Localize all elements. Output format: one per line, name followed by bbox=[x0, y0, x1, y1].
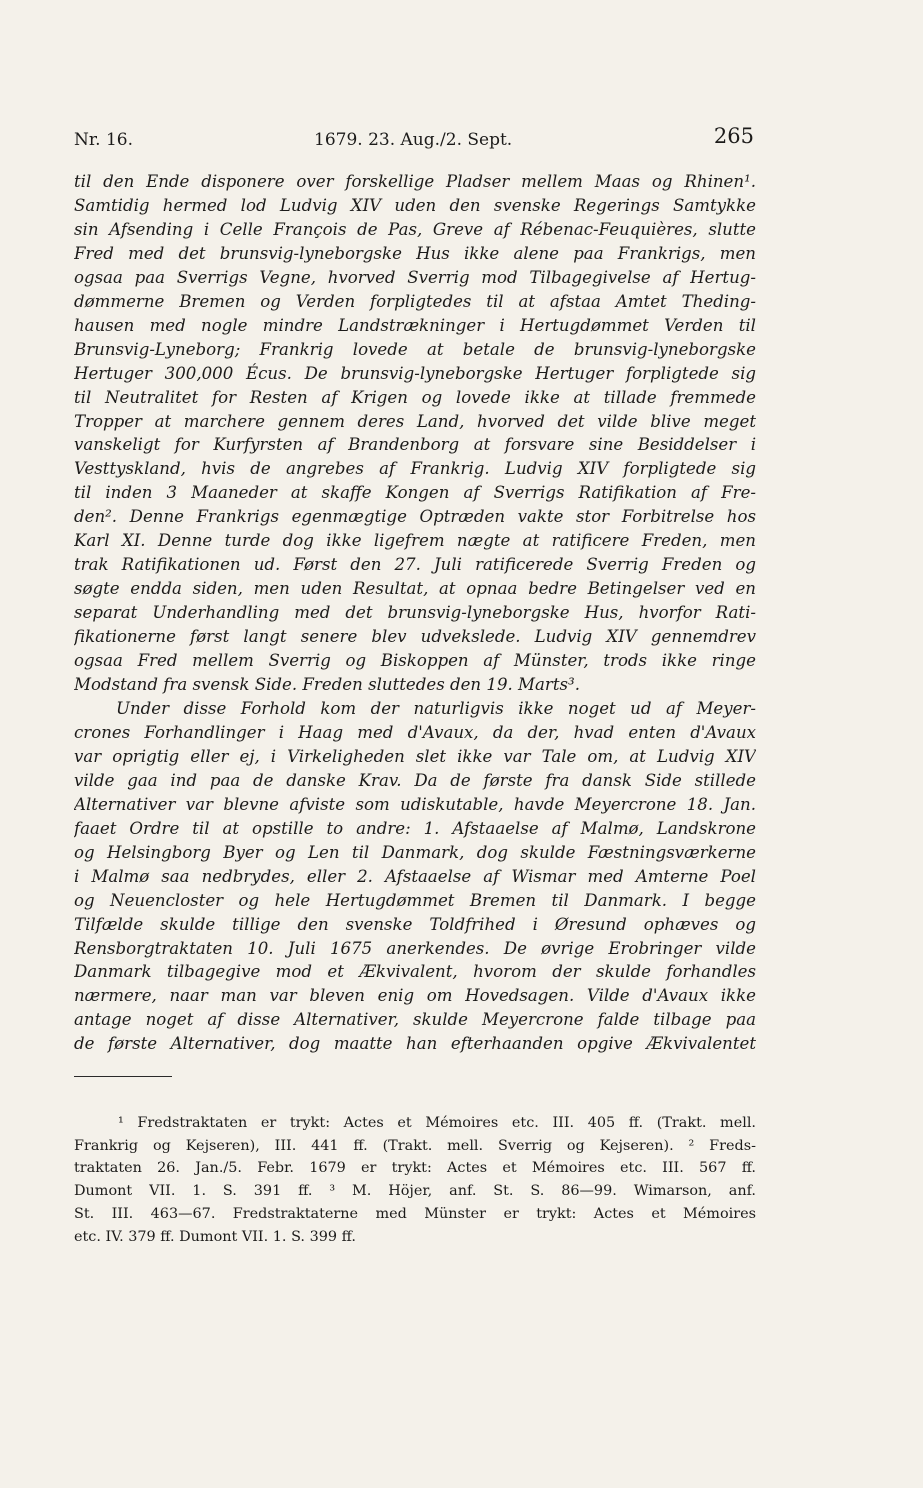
running-head bbox=[74, 124, 754, 154]
text-line: var oprigtig eller ej, i Virkeligheden slet ikke var Tale om, at Ludvig XIV bbox=[74, 746, 756, 766]
text-line: Vesttyskland, hvis de angrebes af Frankrig. Ludvig XIV forpligtede sig bbox=[74, 459, 756, 479]
text-line: og Helsingborg Byer og Len til Danmark, dog skulde Fæstningsværkerne bbox=[74, 842, 756, 862]
text-line: Fred med det brunsvig-lyneborgske Hus ikke alene paa Frankrigs, men bbox=[74, 243, 756, 263]
text-line: vilde gaa ind paa de danske Krav. Da de første fra dansk Side stillede bbox=[74, 770, 756, 790]
text-line: de første Alternativer, dog maatte han efterhaanden opgive Ækvivalentet bbox=[74, 1034, 756, 1054]
text-line: fikationerne først langt senere blev udvekslede. Ludvig XIV gennemdrev bbox=[74, 627, 756, 647]
text-line: Danmark tilbagegive mod et Ækvivalent, hvorom der skulde forhandles bbox=[74, 962, 756, 982]
text-line: ogsaa Fred mellem Sverrig og Biskoppen af Münster, trods ikke ringe bbox=[74, 651, 756, 671]
text-line: Rensborgtraktaten 10. Juli 1675 anerkendes. De øvrige Erobringer vilde bbox=[74, 938, 756, 958]
text-line: separat Underhandling med det brunsvig-lyneborgske Hus, hvorfor Rati- bbox=[74, 603, 756, 623]
text-line: faaet Ordre til at opstille to andre: 1. Afstaaelse af Malmø, Landskrone bbox=[74, 818, 756, 838]
footnote-line: traktaten 26. Jan./5. Febr. 1679 er trykt: Actes et Mémoires etc. III. 567 ff. bbox=[74, 1160, 756, 1177]
text-line: Tropper at marchere gennem deres Land, hvorved det vilde blive meget bbox=[74, 411, 756, 431]
text-line: søgte endda siden, men uden Resultat, at opnaa bedre Betingelser ved en bbox=[74, 579, 756, 599]
footnotes bbox=[74, 1112, 756, 1248]
footnote-line: etc. IV. 379 ff. Dumont VII. 1. S. 399 ff. bbox=[74, 1228, 356, 1245]
text-line: og Neuencloster og hele Hertugdømmet Bremen til Danmark. I begge bbox=[74, 890, 756, 910]
footnote-line: Dumont VII. 1. S. 391 ff. ³ M. Höjer, anf. St. S. 86—99. Wimarson, anf. bbox=[74, 1183, 756, 1200]
text-line: dømmerne Bremen og Verden forpligtedes til at afstaa Amtet Theding- bbox=[74, 291, 756, 311]
text-line: hausen med nogle mindre Landstrækninger i Hertugdømmet Verden til bbox=[74, 315, 756, 335]
footnote-line: ¹ Fredstraktaten er trykt: Actes et Mémoires etc. III. 405 ff. (Trakt. mell. bbox=[118, 1115, 756, 1131]
text-line: til den Ende disponere over forskellige Pladser mellem Maas og Rhinen¹. bbox=[74, 172, 756, 191]
text-line: til inden 3 Maaneder at skaffe Kongen af Sverrigs Ratifikation af Fre- bbox=[74, 483, 756, 503]
page-number: 265 bbox=[713, 124, 754, 148]
date-heading: 1679. 23. Aug./2. Sept. bbox=[314, 130, 513, 150]
text-line: trak Ratifikationen ud. Først den 27. Juli ratificerede Sverrig Freden og bbox=[74, 555, 756, 575]
text-line: Modstand fra svensk Side. Freden sluttedes den 19. Marts³. bbox=[74, 675, 580, 695]
main-text bbox=[74, 170, 756, 1056]
text-line: Alternativer var blevne afviste som udiskutable, havde Meyercrone 18. Jan. bbox=[74, 794, 756, 814]
footnote-line: St. III. 463—67. Fredstraktaterne med Münster er trykt: Actes et Mémoires bbox=[74, 1205, 756, 1222]
text-line: antage noget af disse Alternativer, skulde Meyercrone falde tilbage paa bbox=[74, 1010, 756, 1030]
text-line: crones Forhandlinger i Haag med d'Avaux, da der, hvad enten d'Avaux bbox=[74, 722, 756, 742]
text-line: Brunsvig-Lyneborg; Frankrig lovede at betale de brunsvig-lyneborgske bbox=[74, 339, 756, 359]
text-line: til Neutralitet for Resten af Krigen og lovede ikke at tillade fremmede bbox=[74, 387, 756, 407]
text-line: i Malmø saa nedbrydes, eller 2. Afstaaelse af Wismar med Amterne Poel bbox=[74, 866, 756, 886]
text-line: ogsaa paa Sverrigs Vegne, hvorved Sverrig mod Tilbagegivelse af Hertug- bbox=[74, 267, 756, 287]
footnote-divider bbox=[74, 1076, 172, 1077]
paragraph-start-line: Under disse Forhold kom der naturligvis ikke noget ud af Meyer- bbox=[116, 698, 756, 718]
text-line: den². Denne Frankrigs egenmægtige Optræden vakte stor Forbitrelse hos bbox=[74, 507, 756, 527]
text-line: Tilfælde skulde tillige den svenske Toldfrihed i Øresund ophæves og bbox=[74, 914, 756, 934]
issue-number: Nr. 16. bbox=[74, 130, 133, 150]
text-line: nærmere, naar man var bleven enig om Hovedsagen. Vilde d'Avaux ikke bbox=[74, 986, 756, 1006]
text-line: sin Afsending i Celle François de Pas, Greve af Rébenac-Feuquières, slutte bbox=[74, 219, 756, 239]
text-line: vanskeligt for Kurfyrsten af Brandenborg at forsvare sine Besiddelser i bbox=[74, 435, 756, 455]
text-line: Karl XI. Denne turde dog ikke ligefrem nægte at ratificere Freden, men bbox=[74, 531, 756, 551]
text-line: Samtidig hermed lod Ludvig XIV uden den svenske Regerings Samtykke bbox=[74, 195, 756, 215]
text-line: Hertuger 300,000 Écus. De brunsvig-lyneborgske Hertuger forpligtede sig bbox=[74, 363, 756, 383]
footnote-line: Frankrig og Kejseren), III. 441 ff. (Trakt. mell. Sverrig og Kejseren). ² Freds- bbox=[74, 1137, 756, 1154]
